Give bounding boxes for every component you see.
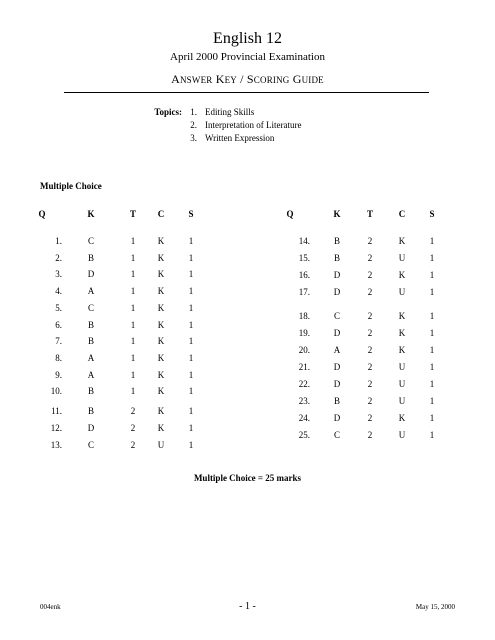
answer-cell-right: U — [398, 362, 406, 372]
answer-cell-right: 1 — [429, 311, 435, 321]
answer-cell-right: 2 — [367, 413, 373, 423]
answer-cell-right: 16. — [298, 270, 310, 280]
answer-cell-left: D — [87, 269, 95, 280]
answer-cell-right: 1 — [429, 236, 435, 246]
answer-cell-left: 1 — [188, 336, 194, 347]
answer-cell-right: 2 — [367, 396, 373, 406]
multiple-choice-label: Multiple Choice — [40, 181, 102, 191]
answer-cell-left: 13. — [50, 440, 62, 450]
answer-cell-left: 1 — [130, 286, 136, 297]
topics-label: Topics: — [154, 107, 182, 117]
answer-cell-left: 1 — [130, 302, 136, 313]
answer-cell-left: K — [157, 336, 165, 347]
footer-page-number: - 1 - — [239, 601, 256, 612]
answer-cell-left: 9. — [55, 369, 62, 380]
answer-cell-left: 1 — [188, 440, 194, 450]
document-heading — [0, 72, 495, 87]
answer-cell-right: 1 — [429, 270, 435, 280]
answer-cell-right: 2 — [367, 311, 373, 321]
answer-cell-left: A — [87, 352, 95, 363]
answer-cell-right: U — [398, 253, 406, 263]
answer-cell-right: B — [333, 253, 340, 263]
answer-cell-left: 1 — [130, 336, 136, 347]
answer-cell-right: 1 — [429, 253, 435, 263]
column-header-s: S — [188, 209, 194, 219]
answer-cell-left: 6. — [55, 319, 62, 330]
topic-number: 2. — [190, 120, 197, 130]
answer-cell-left: A — [87, 369, 95, 380]
answer-cell-left: 2 — [130, 423, 136, 433]
answer-cell-left: B — [87, 252, 94, 263]
answer-cell-left: K — [157, 386, 165, 397]
answer-cell-right: A — [333, 345, 341, 355]
answer-cell-left: 1 — [188, 369, 194, 380]
answer-cell-right: 21. — [298, 362, 310, 372]
topic-number: 3. — [190, 133, 197, 143]
answer-cell-left: U — [157, 440, 165, 450]
answer-cell-right: 1 — [429, 362, 435, 372]
footer-code: 004enk — [40, 603, 61, 611]
answer-cell-left: 4. — [55, 286, 62, 297]
answer-cell-right: B — [333, 396, 340, 406]
answer-cell-left: 1 — [188, 302, 194, 313]
divider-rule — [64, 92, 429, 93]
answer-cell-right: 2 — [367, 362, 373, 372]
answer-cell-left: 5. — [55, 302, 62, 313]
answer-cell-left: 1 — [188, 386, 194, 397]
answer-cell-right: 17. — [298, 287, 310, 297]
answer-cell-left: 3. — [55, 269, 62, 280]
column-header-c: C — [398, 209, 406, 219]
column-header-q: Q — [38, 209, 46, 219]
multiple-choice-total: Multiple Choice = 25 marks — [193, 473, 302, 483]
answer-cell-left: K — [157, 406, 165, 416]
answer-cell-left: B — [87, 319, 94, 330]
answer-cell-right: K — [398, 311, 406, 321]
answer-cell-left: 1 — [130, 236, 136, 246]
answer-cell-left: 1 — [188, 423, 194, 433]
answer-cell-left: K — [157, 302, 165, 313]
answer-cell-right: 1 — [429, 430, 435, 440]
answer-cell-left: C — [87, 302, 94, 313]
answer-cell-right: 19. — [298, 328, 310, 338]
answer-cell-left: 12. — [50, 423, 62, 433]
topic-text: Editing Skills — [205, 107, 255, 117]
answer-cell-left: 1 — [188, 352, 194, 363]
topic-text: Interpretation of Literature — [205, 120, 302, 130]
answer-cell-left: 7. — [55, 336, 62, 347]
answer-cell-right: 2 — [367, 345, 373, 355]
answer-cell-left: B — [87, 336, 94, 347]
answer-cell-left: D — [87, 423, 95, 433]
answer-cell-right: 14. — [298, 236, 310, 246]
answer-cell-left: C — [87, 440, 94, 450]
column-header-k: K — [87, 209, 95, 219]
column-header-c: C — [157, 209, 165, 219]
answer-cell-left: 1 — [130, 352, 136, 363]
answer-cell-left: 8. — [55, 352, 62, 363]
answer-cell-right: 2 — [367, 287, 373, 297]
answer-cell-left: C — [87, 236, 94, 246]
answer-cell-right: K — [398, 328, 406, 338]
answer-cell-left: B — [87, 406, 94, 416]
answer-cell-left: A — [87, 286, 95, 297]
column-header-q: Q — [286, 209, 294, 219]
answer-cell-right: 2 — [367, 430, 373, 440]
answer-cell-right: 2 — [367, 253, 373, 263]
answer-cell-left: 11. — [51, 406, 62, 416]
answer-cell-left: 1 — [130, 319, 136, 330]
answer-cell-right: 1 — [429, 287, 435, 297]
answer-cell-right: K — [398, 413, 406, 423]
answer-cell-right: D — [333, 287, 341, 297]
answer-cell-left: K — [157, 236, 165, 246]
answer-cell-left: K — [157, 252, 165, 263]
topic-number: 1. — [190, 107, 197, 117]
answer-cell-left: K — [157, 369, 165, 380]
answer-cell-right: 23. — [298, 396, 310, 406]
document-subtitle: April 2000 Provincial Examination — [170, 51, 325, 63]
answer-cell-left: 1 — [188, 319, 194, 330]
answer-cell-left: 1 — [130, 252, 136, 263]
answer-cell-left: 1 — [188, 406, 194, 416]
document-title: English 12 — [213, 30, 282, 47]
answer-cell-left: B — [87, 386, 94, 397]
answer-cell-left: 1 — [130, 386, 136, 397]
column-header-k: K — [333, 209, 341, 219]
answer-cell-left: 2 — [130, 406, 136, 416]
answer-cell-left: 1 — [188, 286, 194, 297]
answer-cell-right: D — [333, 413, 341, 423]
answer-cell-right: 1 — [429, 413, 435, 423]
column-header-s: S — [429, 209, 435, 219]
answer-cell-left: 1 — [130, 269, 136, 280]
answer-cell-left: 1 — [188, 269, 194, 280]
answer-cell-right: 18. — [298, 311, 310, 321]
answer-cell-right: 2 — [367, 270, 373, 280]
heading-text: ANSWER KEY / SCORING GUIDE — [171, 72, 324, 86]
answer-cell-right: 22. — [298, 379, 310, 389]
answer-cell-left: K — [157, 269, 165, 280]
answer-cell-right: B — [333, 236, 340, 246]
answer-cell-right: 1 — [429, 345, 435, 355]
answer-cell-right: 20. — [298, 345, 310, 355]
answer-cell-right: 1 — [429, 396, 435, 406]
topic-text: Written Expression — [205, 133, 275, 143]
answer-cell-right: 2 — [367, 328, 373, 338]
answer-cell-left: K — [157, 286, 165, 297]
answer-cell-right: D — [333, 379, 341, 389]
answer-cell-left: 1. — [55, 236, 62, 246]
answer-cell-right: 2 — [367, 379, 373, 389]
answer-cell-right: C — [333, 430, 340, 440]
answer-cell-left: K — [157, 352, 165, 363]
answer-cell-right: U — [398, 396, 406, 406]
answer-cell-right: C — [333, 311, 340, 321]
answer-cell-right: K — [398, 345, 406, 355]
answer-cell-right: U — [398, 430, 406, 440]
answer-cell-right: K — [398, 270, 406, 280]
answer-cell-right: 1 — [429, 379, 435, 389]
answer-cell-left: 1 — [130, 369, 136, 380]
answer-cell-left: 2. — [55, 252, 62, 263]
answer-cell-left: 2 — [130, 440, 136, 450]
answer-cell-left: K — [157, 319, 165, 330]
answer-cell-left: 1 — [188, 252, 194, 263]
answer-cell-right: 2 — [367, 236, 373, 246]
answer-cell-right: U — [398, 379, 406, 389]
column-header-t: T — [129, 209, 136, 219]
answer-cell-right: 1 — [429, 328, 435, 338]
answer-cell-right: 15. — [298, 253, 310, 263]
answer-cell-right: 25. — [298, 430, 310, 440]
answer-cell-right: K — [398, 236, 406, 246]
answer-cell-right: 24. — [298, 413, 310, 423]
answer-cell-right: D — [333, 270, 341, 280]
answer-cell-right: D — [333, 328, 341, 338]
answer-cell-left: 10. — [50, 386, 62, 397]
answer-cell-left: 1 — [188, 236, 194, 246]
answer-cell-right: U — [398, 287, 406, 297]
footer-date: May 15, 2000 — [415, 603, 455, 611]
column-header-t: T — [366, 209, 373, 219]
answer-cell-left: K — [157, 423, 165, 433]
answer-cell-right: D — [333, 362, 341, 372]
